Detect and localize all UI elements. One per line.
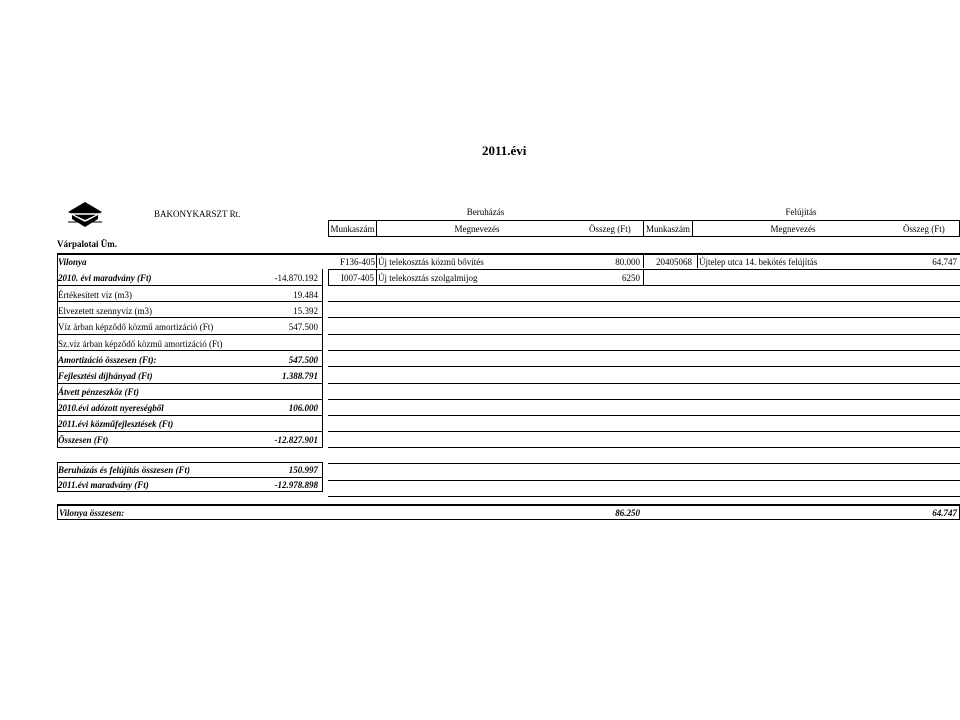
beruhazas-amount-1: 80.000 xyxy=(615,257,640,267)
left-row-label-10: 2011.évi közműfejlesztések (Ft) xyxy=(58,419,174,429)
company-logo-icon xyxy=(62,200,108,234)
col-osszeg-2: Összeg (Ft) xyxy=(903,224,945,234)
left-row-label-1: 2010. évi maradvány (Ft) xyxy=(58,273,152,283)
felujitas-amount-1: 64.747 xyxy=(932,257,957,267)
left-row-label-5: Sz.víz árban képződő közmű amortizáció (Ft) xyxy=(58,339,223,349)
left-row-label-11: Összesen (Ft) xyxy=(58,435,109,445)
felujitas-code-1: 20405068 xyxy=(656,257,692,267)
left-row-value-2: 19.484 xyxy=(293,290,318,300)
col-megnevezes-1: Megnevezés xyxy=(454,224,500,234)
col-munkaszam-1: Munkaszám xyxy=(330,224,375,234)
left-row-label-6: Amortizáció összesen (Ft): xyxy=(58,355,157,365)
col-munkaszam-2: Munkaszám xyxy=(646,224,690,234)
summary-label-1: Beruházás és felújítás összesen (Ft) xyxy=(58,465,191,475)
left-row-label-3: Elvezetett szennyvíz (m3) xyxy=(58,306,152,316)
summary-label-2: 2011.évi maradvány (Ft) xyxy=(58,480,149,490)
total-felujitas: 64.747 xyxy=(932,508,957,518)
left-row-label-4: Víz árban képződő közmű amortizáció (Ft) xyxy=(58,322,214,332)
left-row-value-1: -14.870.192 xyxy=(274,273,318,283)
col-megnevezes-2: Megnevezés xyxy=(770,224,816,234)
company-name: BAKONYKARSZT Rt. xyxy=(154,209,241,219)
total-label: Vilonya összesen: xyxy=(59,508,125,518)
col-osszeg-1: Összeg (Ft) xyxy=(589,224,631,234)
felujitas-header: Felújítás xyxy=(785,207,817,217)
beruhazas-code-1: F136-405 xyxy=(340,257,376,267)
unit-name: Várpalotai Üm. xyxy=(57,239,117,249)
left-row-value-11: -12.827.901 xyxy=(274,435,318,445)
summary-value-2: -12.978.898 xyxy=(274,480,318,490)
page-title: 2011.évi xyxy=(482,143,527,158)
beruhazas-header: Beruházás xyxy=(466,207,505,217)
left-row-value-3: 15.392 xyxy=(293,306,318,316)
left-row-label-8: Átvett pénzeszköz (Ft) xyxy=(58,387,139,397)
left-row-value-6: 547.500 xyxy=(288,355,318,365)
total-beruhazas: 86.250 xyxy=(615,508,640,518)
felujitas-name-1: Újtelep utca 14. bekötés felújítás xyxy=(699,257,818,267)
left-row-value-4: 547.500 xyxy=(288,322,318,332)
summary-value-1: 150.997 xyxy=(288,465,318,475)
left-row-value-7: 1.388.791 xyxy=(282,371,318,381)
location-label: Vilonya xyxy=(58,257,87,267)
beruhazas-name-2: Új telekosztás szolgalmijog xyxy=(378,273,478,283)
left-row-label-7: Fejlesztési díjhányad (Ft) xyxy=(58,371,153,381)
beruhazas-code-2: I007-405 xyxy=(341,273,374,283)
beruhazas-amount-2: 6250 xyxy=(622,273,640,283)
left-row-label-2: Értékesített víz (m3) xyxy=(58,290,132,300)
left-row-value-9: 106.000 xyxy=(288,403,318,413)
beruhazas-name-1: Új telekosztás közmű bővítés xyxy=(378,257,484,267)
left-row-label-9: 2010.évi adózott nyereségből xyxy=(58,403,164,413)
